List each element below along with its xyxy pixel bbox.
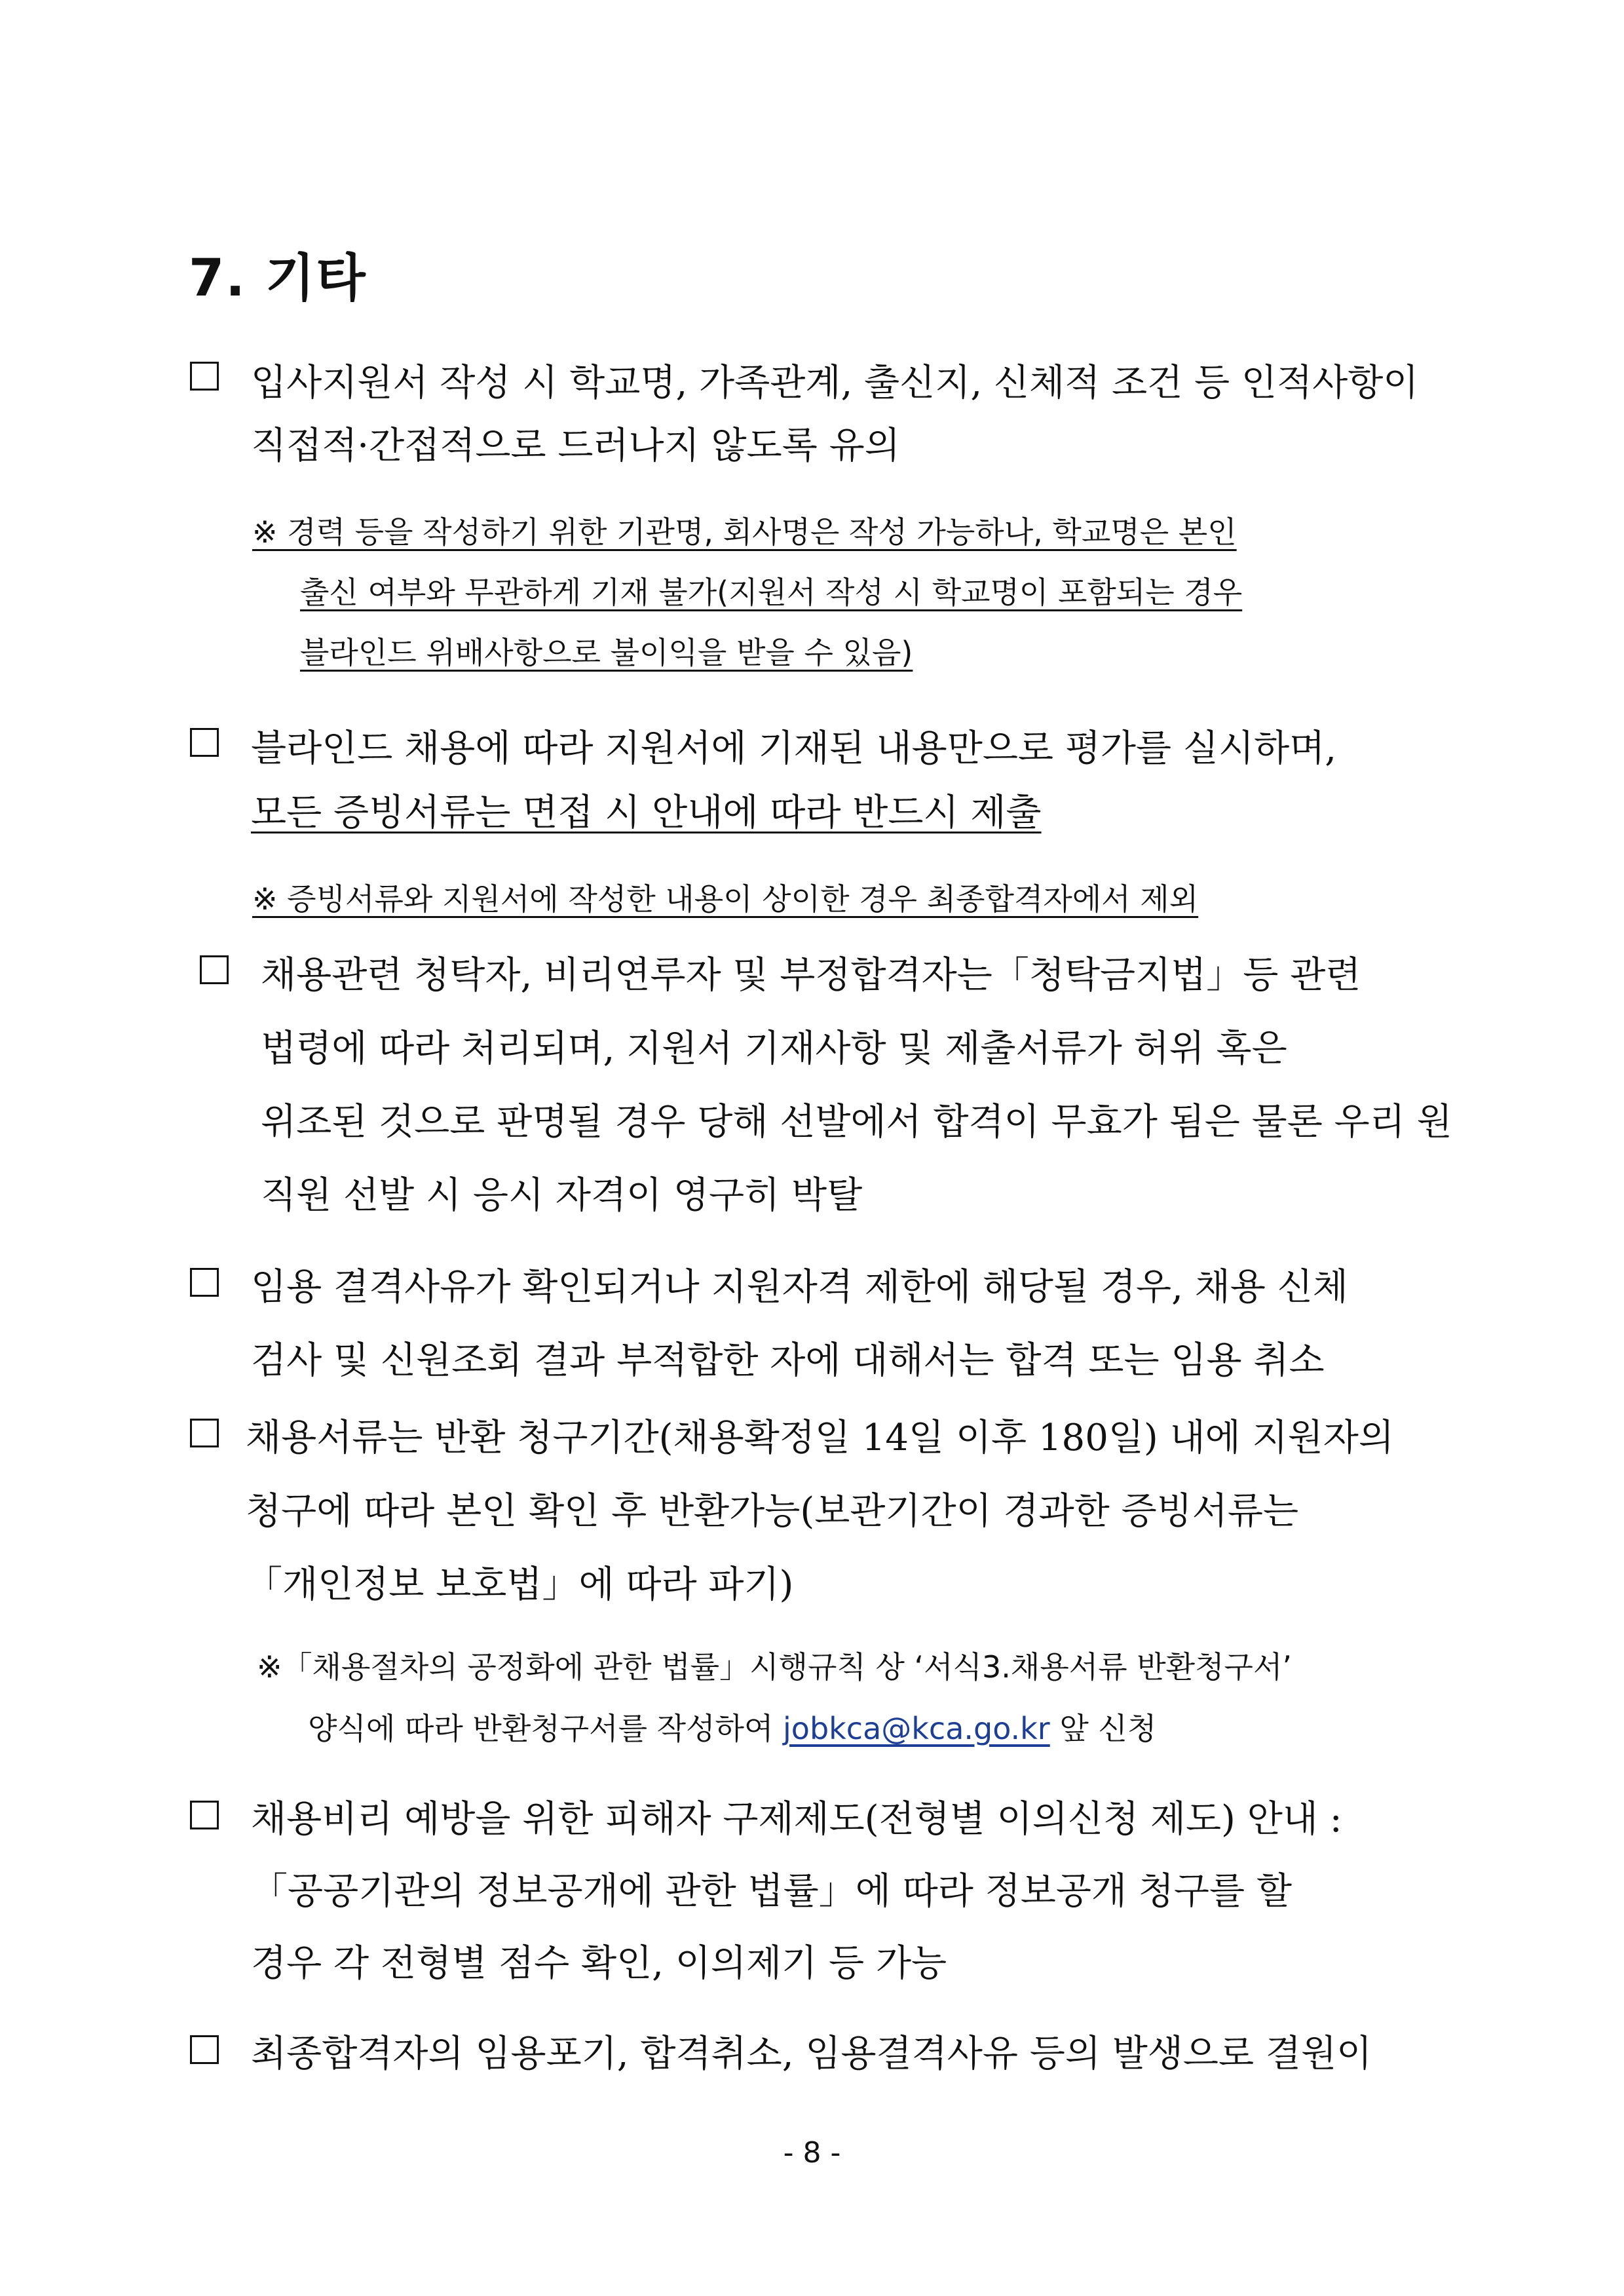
- item-line: 경우 각 전형별 점수 확인, 이의제기 등 가능: [251, 1942, 947, 1985]
- note-line: ※ 증빙서류와 지원서에 작성한 내용이 상이한 경우 최종합격자에서 제외: [252, 881, 1199, 917]
- item-line: 채용관련 청탁자, 비리연루자 및 부정합격자는「청탁금지법」등 관련: [261, 954, 1361, 997]
- item-line: 임용 결격사유가 확인되거나 지원자격 제한에 해당될 경우, 채용 신체: [251, 1266, 1348, 1309]
- note-text: 양식에 따라 반환청구서를 작성하여: [308, 1711, 774, 1746]
- item-line: 채용서류는 반환 청구기간(채용확정일 14일 이후 180일) 내에 지원자의: [246, 1417, 1394, 1459]
- note-text: 앞 신청: [1059, 1711, 1157, 1746]
- note-line: 블라인드 위배사항으로 불이익을 받을 수 있음): [300, 635, 913, 670]
- email-link[interactable]: jobkca@kca.go.kr: [783, 1711, 1050, 1746]
- note-line: ※「채용절차의 공정화에 관한 법률」시행규칙 상 ‘서식3.채용서류 반환청구서’: [257, 1649, 1293, 1685]
- checkbox-icon: [190, 362, 219, 391]
- item-line: 최종합격자의 임용포기, 합격취소, 임용결격사유 등의 발생으로 결원이: [251, 2033, 1372, 2075]
- item-line-emphasis: 모든 증빙서류는 면접 시 안내에 따라 반드시 제출: [251, 792, 1042, 834]
- checkbox-icon: [190, 1419, 219, 1447]
- note-line-email: [308, 1705, 1156, 1748]
- checkbox-icon: [190, 1801, 219, 1829]
- item-line: 직접적·간접적으로 드러나지 않도록 유의: [251, 425, 900, 467]
- item-line: 「공공기관의 정보공개에 관한 법률」에 따라 정보공개 청구를 할: [251, 1870, 1293, 1913]
- checkbox-icon: [190, 728, 219, 757]
- item-line: 채용비리 예방을 위한 피해자 구제제도(전형별 이의신청 제도) 안내 :: [251, 1798, 1342, 1841]
- item-line: 「개인정보 보호법」에 따라 파기): [246, 1563, 794, 1606]
- checkbox-icon: [190, 2035, 219, 2064]
- item-line: 블라인드 채용에 따라 지원서에 기재된 내용만으로 평가를 실시하며,: [251, 727, 1337, 770]
- item-line: 검사 및 신원조회 결과 부적합한 자에 대해서는 합격 또는 임용 취소: [251, 1339, 1325, 1382]
- item-line: 청구에 따라 본인 확인 후 반환가능(보관기간이 경과한 증빙서류는: [246, 1490, 1299, 1533]
- checkbox-icon: [190, 1268, 219, 1297]
- note-line: ※ 경력 등을 작성하기 위한 기관명, 회사명은 작성 가능하나, 학교명은 본인: [252, 514, 1237, 550]
- note-line: 출신 여부와 무관하게 기재 불가(지원서 작성 시 학교명이 포함되는 경우: [300, 575, 1243, 610]
- checkbox-icon: [200, 955, 229, 984]
- item-line: 직원 선발 시 응시 자격이 영구히 박탈: [261, 1174, 863, 1217]
- item-line: 법령에 따라 처리되며, 지원서 기재사항 및 제출서류가 허위 혹은: [261, 1027, 1287, 1070]
- section-title: 7. 기타: [189, 249, 367, 308]
- item-line: 위조된 것으로 판명될 경우 당해 선발에서 합격이 무효가 됨은 물론 우리 원: [261, 1101, 1452, 1143]
- page-number: - 8 -: [783, 2136, 841, 2170]
- item-line: 입사지원서 작성 시 학교명, 가족관계, 출신지, 신체적 조건 등 인적사항이: [251, 362, 1419, 404]
